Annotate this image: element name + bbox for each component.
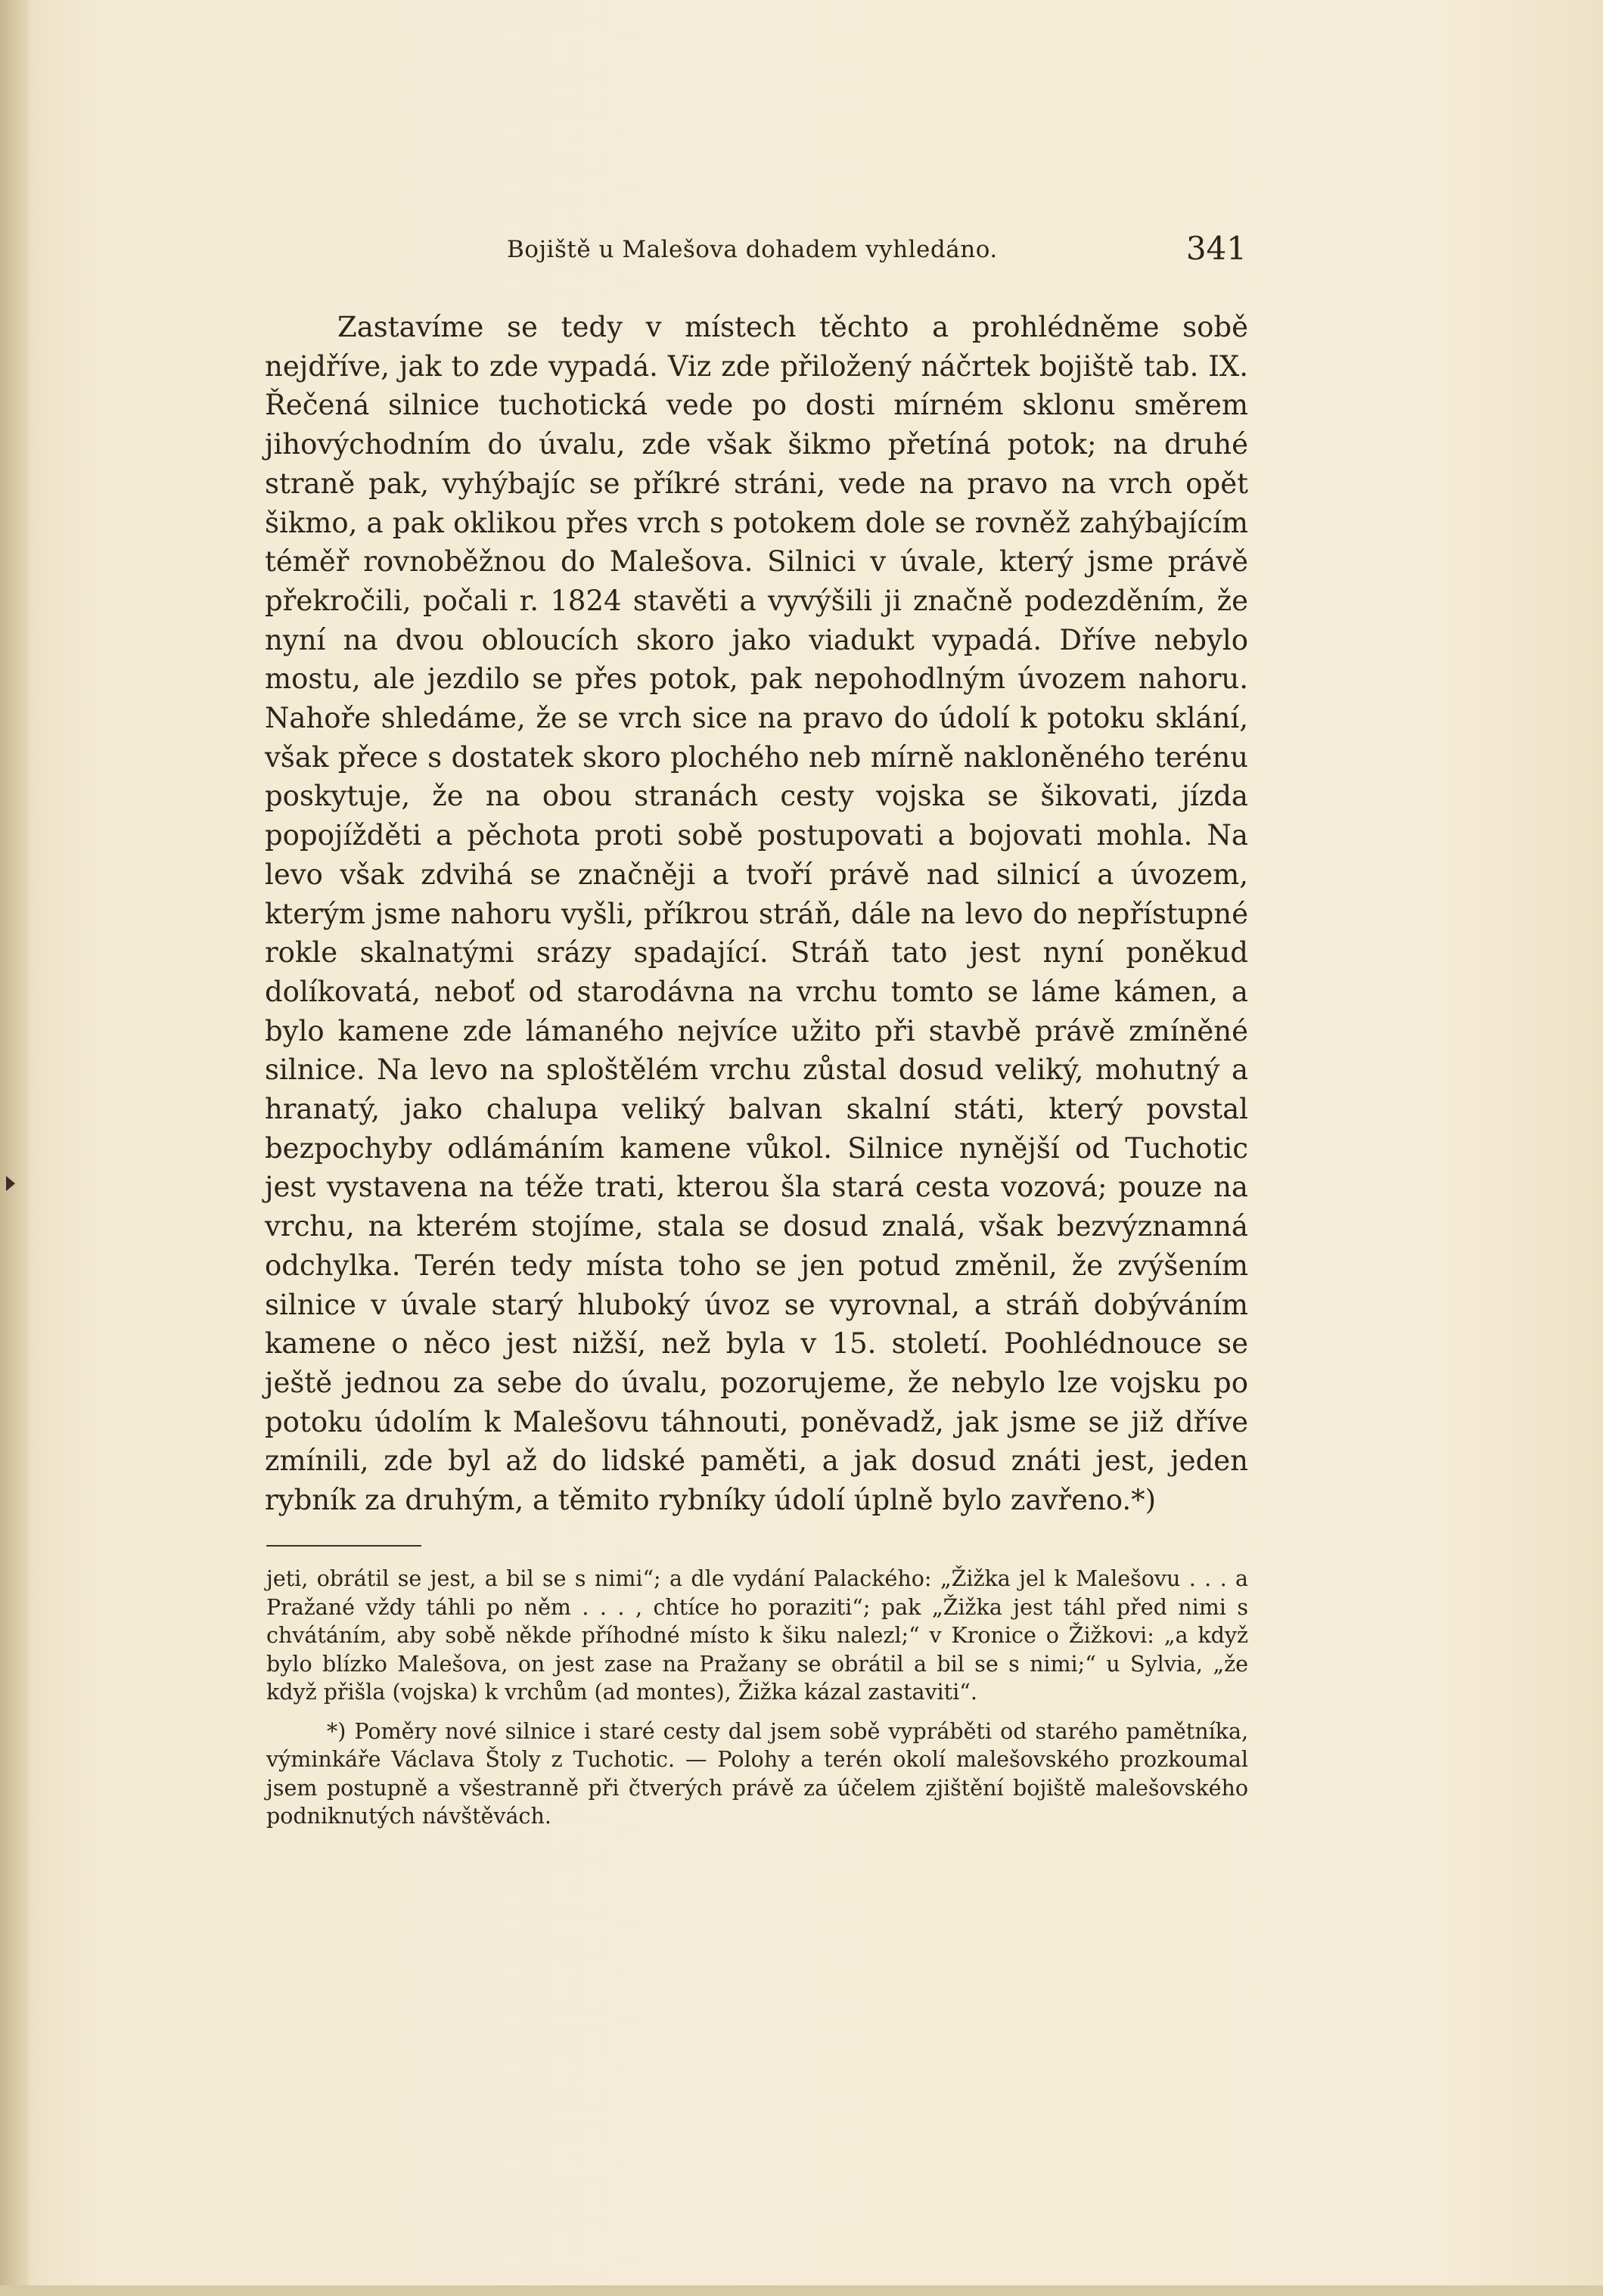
footnote-continuation: jeti, obrátil se jest, a bil se s nimi“; a dle vydání Palackého: „Žižka jel k Malešovu . . . a Pražané vždy táhli po něm . . . , chtíce ho poraziti“; pak „Žižka jest táhl před nimi s chvátáním, aby sobě někde příhodné místo k šiku nalezl;“ v Kronice o Žižkovi: „a když bylo blízko Malešova, on jest zase na Pražany se obrátil a bil se s nimi;“ u Sylvia, „že když přišla (vojska) k vrchům (ad montes), Žižka kázal zastaviti“. — [266, 1566, 1248, 1705]
footnote-rule — [266, 1545, 421, 1547]
footnotes — [266, 1565, 1248, 1831]
binding-edge — [0, 0, 29, 2296]
running-head — [272, 228, 1248, 274]
running-head-title: Bojiště u Malešova dohadem vyhledáno. — [507, 236, 998, 263]
page-bottom-edge — [0, 2285, 1603, 2296]
body-paragraph: Zastavíme se tedy v místech těchto a prohlédněme sobě nejdříve, jak to zde vypadá. Viz zde přiložený náčrtek bojiště tab. IX. Řečená silnice tuchotická vede po dosti mírném sklonu směrem jihovýchodním do úvalu, zde však šikmo přetíná potok; na druhé straně pak, vyhýbajíc se příkré stráni, vede na pravo na vrch opět šikmo, a pak oklikou přes vrch s potokem dole se rovněž zahýbajícím téměř rovnoběžnou do Malešova. Silnici v úvale, který jsme právě překročili, počali r. 1824 stavěti a vyvýšili ji značně podezděním, že nyní na dvou obloucích skoro jako viadukt vypadá. Dříve nebylo mostu, ale jezdilo se přes potok, pak nepohodlným úvozem nahoru. Nahoře shledáme, že se vrch sice na pravo do údolí k potoku sklání, však přece s dostatek skoro plochého neb mírně nakloněného terénu poskytuje, že na obou stranách cesty vojska se šikovati, jízda popojížděti a pěchota proti sobě postupovati a bojovati mohla. Na levo však zdvihá se značněji a tvoří právě nad silnicí a úvozem, kterým jsme nahoru vyšli, příkrou stráň, dále na levo do nepřístupné rokle skalnatými srázy spadající. Stráň tato jest nyní poněkud dolíkovatá, neboť od starodávna na vrchu tomto se láme kámen, a bylo kamene zde lámaného nejvíce užito při stavbě právě zmíněné silnice. Na levo na sploštělém vrchu zůstal dosud veliký, mohutný a hranatý, jako chalupa veliký balvan skalní státi, který povstal bezpochyby odlámáním kamene vůkol. Silnice nynější od Tuchotic jest vystavena na téže trati, kterou šla stará cesta vozová; pouze na vrchu, na kterém stojíme, stala se dosud znalá, však bezvýznamná odchylka. Terén tedy místa toho se jen potud změnil, že zvýšením silnice v úvale starý hluboký úvoz se vyrovnal, a stráň dobýváním kamene o něco jest nižší, než byla v 15. století. Poohlédnouce se ještě jednou za sebe do úvalu, pozorujeme, že nebylo lze vojsku po potoku údolím k Malešovu táhnouti, poněvadž, jak jsme se již dříve zmínili, zde byl až do lidské paměti, a jak dosud znáti jest, jeden rybník za druhým, a těmito rybníky údolí úplně bylo zavřeno.*) — [265, 311, 1248, 1517]
page-number: 341 — [1185, 230, 1247, 267]
margin-mark-icon — [6, 1176, 15, 1191]
footnote-note: *) Poměry nové silnice i staré cesty dal jsem sobě vypráběti od starého pamětníka, výminkáře Václava Štoly z Tuchotic. — Polohy a terén okolí malešovského prozkoumal jsem postupně a všestranně při čtverých právě za účelem zjištění bojiště malešovského podniknutých návštěvách. — [266, 1718, 1248, 1829]
